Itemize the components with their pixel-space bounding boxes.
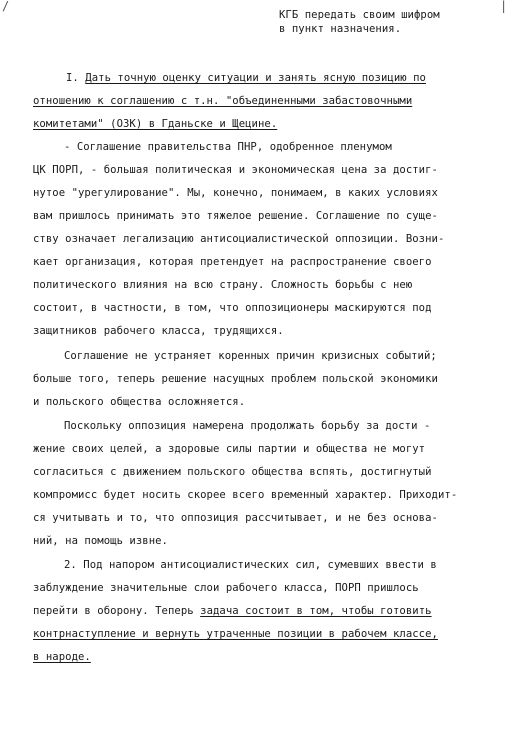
paragraph-3-line: ся учитывать и то, что оппозиция рассчитывает, и не без основа- [33,512,438,524]
paragraph-1-line: кает организация, которая претендует на распространение своего [33,256,432,268]
section-1-number: I. [66,72,86,84]
margin-mark-right: | [500,0,508,13]
paragraph-1-line: ЦК ПОРП, - большая политическая и экономическая цена за достиг- [33,164,438,176]
paragraph-3-line: жение своих целей, а здоровые силы партии и общества не могут [33,443,426,455]
section-1-heading-line-1 [66,72,426,85]
paragraph-1-line: защитников рабочего класса, трудящихся. [33,325,284,337]
section-2-line-2: заблуждение значительные слои рабочего класса, ПОРП пришлось [33,582,419,594]
paragraph-1-line: нутое "урегулирование". Мы, конечно, понимаем, в каких условиях [33,187,438,199]
section-2-line-4: контрнаступление и вернуть утраченные позиции в рабочем классе, [33,628,438,640]
section-2-line-1: 2. Под напором антисоциалистических сил, сумевших ввести в [64,559,437,571]
paragraph-3-line: ний, на помощь извне. [33,535,168,547]
section-1-heading-line-2: отношению к соглашению с т.н. "объединенными забастовочными [33,95,413,107]
margin-mark-left: / [2,0,10,13]
header-line-2: в пункт назначения. [279,23,402,35]
paragraph-1-line: состоит, в частности, в том, что оппозиционеры маскируются под [33,302,432,314]
section-2-line-3-plain: перейти в оборону. Теперь [33,605,201,617]
paragraph-2-line: больше того, теперь решение насущных проблем польской экономики [33,373,438,385]
paragraph-1-line: политического влияния на всю страну. Сложность борьбы с нею [33,279,413,291]
paragraph-2-line: Соглашение не устраняет коренных причин кризисных событий; [64,350,437,362]
section-2-line-3 [33,605,432,618]
paragraph-3-line: согласиться с движением польского общества вспять, достигнутый [33,466,432,478]
header-line-1: КГБ передать своим шифром [279,9,440,21]
paragraph-1-line: - Соглашение правительства ПНР, одобренное пленумом [64,141,392,153]
section-1-heading-text-1: Дать точную оценку ситуации и занять ясную позицию по [85,72,426,84]
section-2-line-3-underlined: задача состоит в том, чтобы готовить [200,605,432,617]
paragraph-3-line: компромисс будет носить скорее всего временный характер. Приходит- [33,489,458,501]
paragraph-3-line: Поскольку оппозиция намерена продолжать борьбу за дости - [64,420,431,432]
paragraph-1-line: ству означает легализацию антисоциалистической оппозиции. Возни- [33,233,445,245]
paragraph-2-line: и польского общества осложняется. [33,396,246,408]
paragraph-1-line: вам пришлось принимать это тяжелое решение. Соглашение по суще- [33,210,438,222]
section-2-line-5: в народе. [33,651,91,663]
section-1-heading-line-3: комитетами" (ОЗК) в Гданьске и Щецине. [33,118,278,130]
